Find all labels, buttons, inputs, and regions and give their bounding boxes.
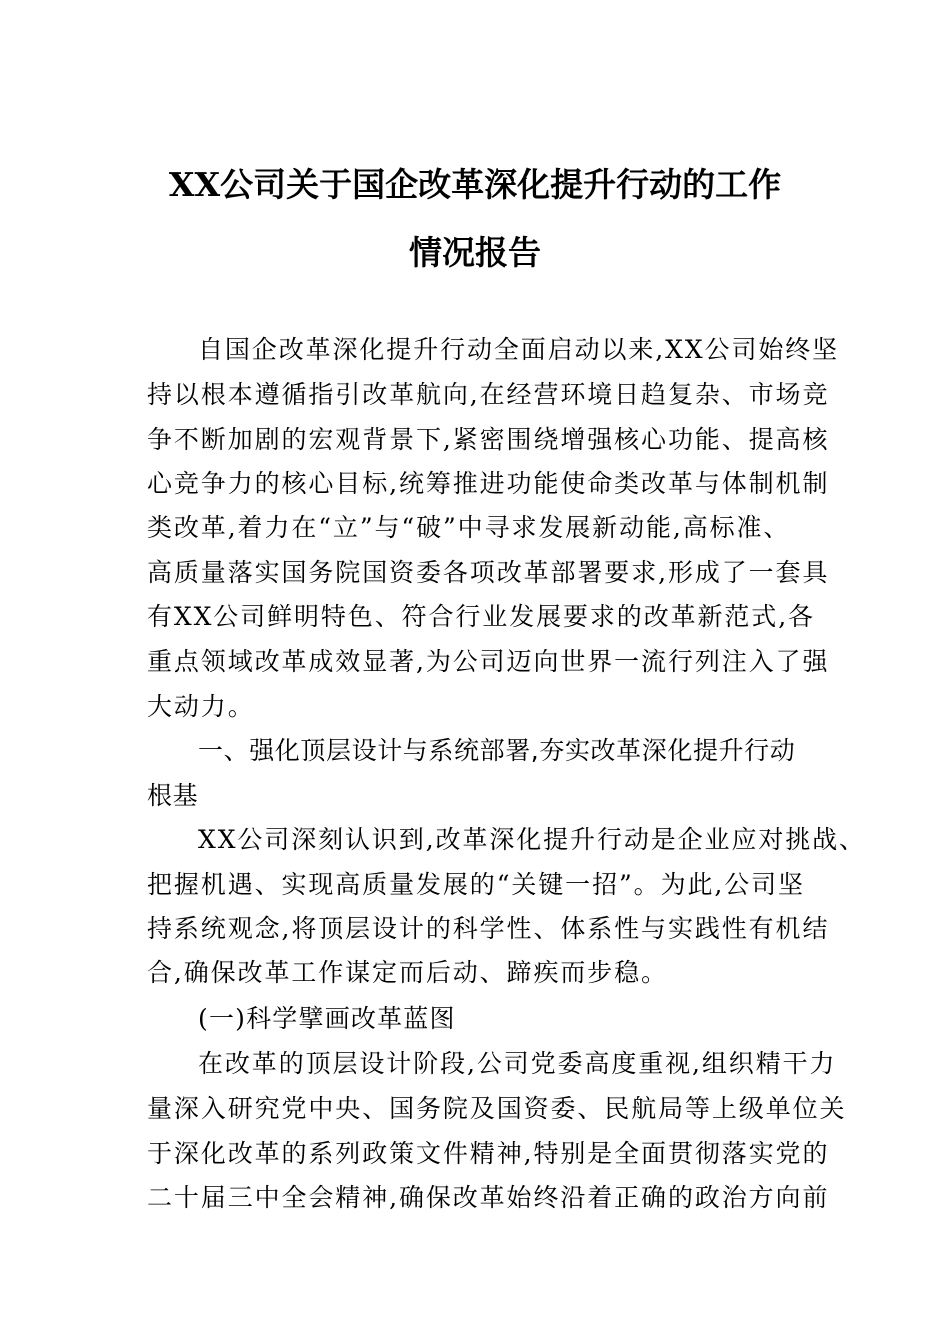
- section-1-paragraph-line: XX公司深刻认识到,改革深化提升行动是企业应对挑战、: [198, 825, 866, 854]
- section-1-heading: 根基: [147, 781, 199, 810]
- section-1-heading: 一、强化顶层设计与系统部署,夯实改革深化提升行动: [198, 736, 796, 765]
- section-1-paragraph-line: 持系统观念,将顶层设计的科学性、体系性与实践性有机结: [147, 914, 830, 943]
- intro-paragraph-line: 高质量落实国务院国资委各项改革部署要求,形成了一套具: [147, 558, 830, 587]
- document-title-line-1: XX公司关于国企改革深化提升行动的工作: [168, 165, 782, 204]
- intro-paragraph-line: 自国企改革深化提升行动全面启动以来,XX公司始终坚: [198, 335, 840, 364]
- intro-paragraph-line: 争不断加剧的宏观背景下,紧密围绕增强核心功能、提高核: [147, 425, 830, 454]
- intro-paragraph-line: 持以根本遵循指引改革航向,在经营环境日趋复杂、市场竞: [147, 380, 830, 409]
- intro-paragraph-line: 心竞争力的核心目标,统筹推进功能使命类改革与体制机制: [147, 469, 830, 498]
- document-title-line-2: 情况报告: [409, 233, 541, 272]
- intro-paragraph-line: 大动力。: [147, 692, 255, 721]
- intro-paragraph-line: 类改革,着力在“立”与“破”中寻求发展新动能,高标准、: [147, 513, 791, 542]
- subsection-1-paragraph-line: 于深化改革的系列政策文件精神,特别是全面贯彻落实党的: [147, 1139, 830, 1168]
- subsection-1-paragraph-line: 二十届三中全会精神,确保改革始终沿着正确的政治方向前: [147, 1183, 830, 1212]
- intro-paragraph-line: 有XX公司鲜明特色、符合行业发展要求的改革新范式,各: [147, 602, 815, 631]
- intro-paragraph-line: 重点领域改革成效显著,为公司迈向世界一流行列注入了强: [147, 647, 830, 676]
- subsection-1-heading: (一)科学擘画改革蓝图: [198, 1004, 456, 1033]
- section-1-paragraph-line: 把握机遇、实现高质量发展的“关键一招”。为此,公司坚: [147, 870, 805, 899]
- subsection-1-paragraph-line: 量深入研究党中央、国务院及国资委、民航局等上级单位关: [147, 1094, 847, 1123]
- subsection-1-paragraph-line: 在改革的顶层设计阶段,公司党委高度重视,组织精干力: [198, 1049, 837, 1078]
- section-1-paragraph-line: 合,确保改革工作谋定而后动、蹄疾而步稳。: [147, 958, 668, 987]
